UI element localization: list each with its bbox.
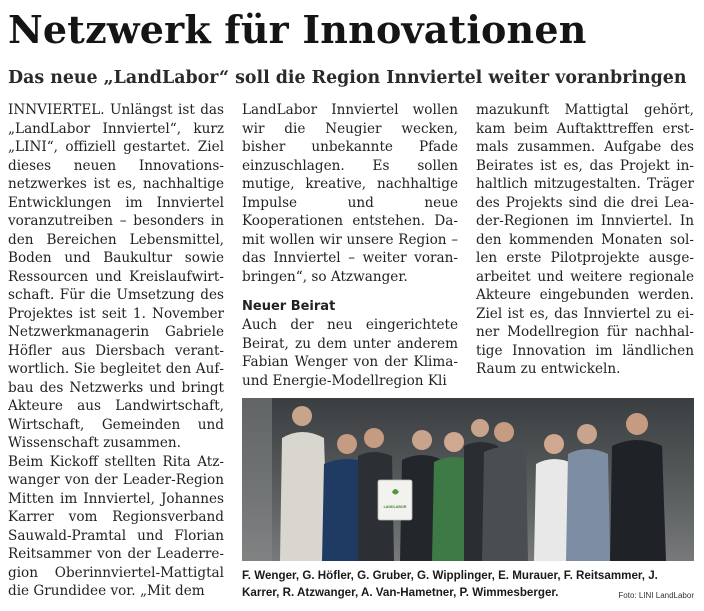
article-column-3	[476, 101, 694, 379]
sign-text: LANDLABOR	[383, 505, 407, 509]
photo-caption: F. Wenger, G. Höfler, G. Gruber, G. Wipplinger, E. Murauer, F. Reitsammer, J. Karrer, R. Atzwanger, A. Van-Hametner, P. Wimmesberger.	[242, 569, 658, 599]
paragraph: Beim Kickoff stellten Rita Atzwanger von der Leader-Region Mitten im Innviertel, Johannes Karrer vom Regionsverband Sauwald-Pramtal und Florian Reitsammer von der Leaderregion Oberinnviertel-Mattigtal die Grundidee vor. „Mit dem	[8, 453, 224, 599]
subheadline: Das neue „LandLabor“ soll die Region Innviertel weiter voranbringen	[8, 68, 687, 88]
group-photo-illustration	[242, 398, 694, 561]
group-photo	[242, 398, 694, 561]
landlabor-sign	[378, 480, 412, 520]
article-column-1	[8, 101, 224, 601]
section-subheading: Neuer Beirat	[242, 299, 336, 314]
paragraph: LandLabor Innviertel wollen wir die Neugier wecken, bisher unbekannte Pfade einzuschlagen. Es sollen mutige, kreative, nachhaltige Impulse und neue Kooperationen entstehen. Damit wollen wir unsere Region – das Innviertel – weiter voranbringen“, so Atzwanger.	[242, 102, 458, 285]
photo-credit: Foto: LINI LandLabor	[618, 591, 694, 600]
headline: Netzwerk für Innovationen	[8, 7, 587, 52]
paragraph: Auch der neu eingerichtete Beirat, zu dem unter anderem Fabian Wenger von der Klima- und Energie-Modellregion Kli	[242, 317, 458, 389]
article-column-2	[242, 101, 458, 390]
paragraph: mazukunft Mattigtal gehört, kam beim Auftakttreffen erstmals zusammen. Aufgabe des Beirates ist es, das Projekt inhaltlich mitzugestalten. Träger des Projekts sind die drei Leader-Regionen im Innviertel. In den kommenden Monaten sollen erste Pilotprojekte ausgearbeitet und weitere regionale Akteure eingebunden werden. Ziel ist es, das Innviertel zu einer Modellregion für nachhaltige Innovation im ländlichen Raum zu entwickeln.	[476, 102, 694, 377]
paragraph: INNVIERTEL. Unlängst ist das „LandLabor Innviertel“, kurz „LINI“, offiziell gestartet. Ziel dieses neuen Innovationsnetzwerkes ist es, nachhaltige Entwicklungen im Innviertel voranzutreiben – besonders in den Bereichen Lebensmittel, Boden und Baukultur sowie Ressourcen und Kreislaufwirtschaft. Für die Umsetzung des Projektes ist seit 1. November Netzwerkmanagerin Gabriele Höfler aus Diersbach verantwortlich. Sie begleitet den Aufbau des Netzwerks und bringt Akteure aus Landwirtschaft, Wirtschaft, Gemeinden und Wissenschaft zusammen.	[8, 102, 224, 451]
